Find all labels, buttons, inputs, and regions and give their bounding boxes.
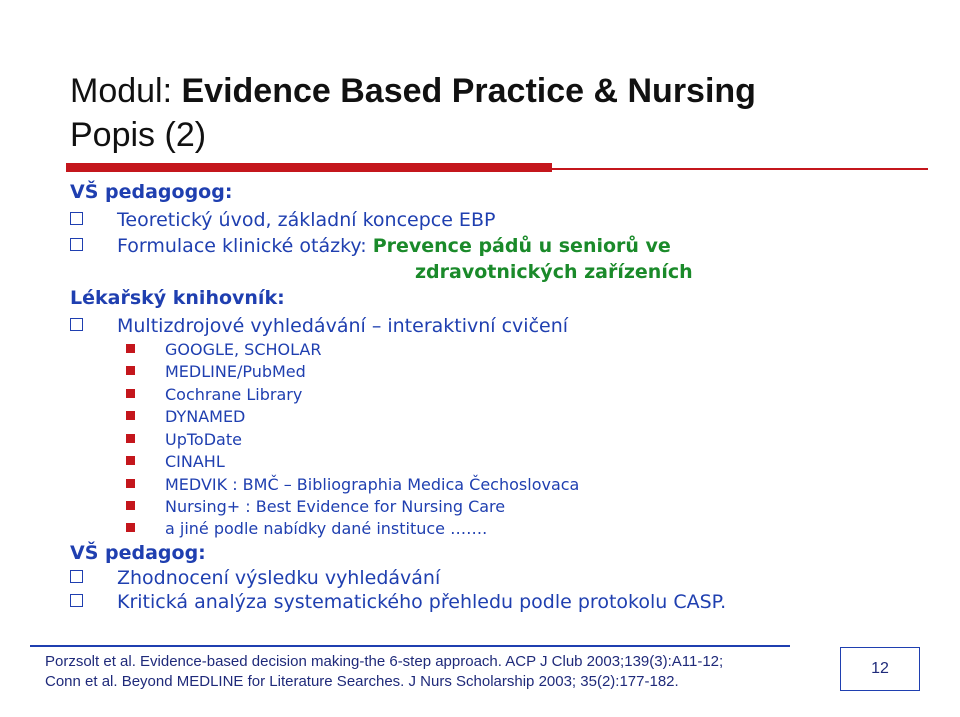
red-square-bullet-icon — [126, 434, 135, 443]
red-square-bullet-icon — [126, 366, 135, 375]
red-square-bullet-icon — [126, 344, 135, 353]
hollow-square-bullet-icon — [70, 570, 83, 583]
sub-list-item: Nursing+ : Best Evidence for Nursing Care — [126, 496, 505, 518]
section-heading-vs-pedagog: VŠ pedagog: — [70, 542, 206, 564]
list-item: Teoretický úvod, základní koncepce EBP — [70, 208, 495, 232]
title-divider-accent — [66, 163, 552, 172]
sub-list-item: MEDVIK : BMČ – Bibliographia Medica Čechoslovaca — [126, 474, 579, 496]
list-item: Formulace klinické otázky: Prevence pádů u seniorů ve — [70, 234, 671, 258]
red-square-bullet-icon — [126, 389, 135, 398]
slide-subtitle: Popis (2) — [70, 116, 207, 154]
list-item-continuation: zdravotnických zařízeních — [415, 261, 693, 283]
sub-list-item: DYNAMED — [126, 406, 245, 428]
list-item: Zhodnocení výsledku vyhledávání — [70, 566, 440, 590]
hollow-square-bullet-icon — [70, 238, 83, 251]
sub-list-item: UpToDate — [126, 429, 242, 451]
reference-line: Porzsolt et al. Evidence-based decision making-the 6-step approach. ACP J Club 2003;139(3):A11-12; — [45, 653, 724, 670]
red-square-bullet-icon — [126, 479, 135, 488]
sub-list-item: a jiné podle nabídky dané instituce ……. — [126, 518, 487, 540]
list-item: Kritická analýza systematického přehledu podle protokolu CASP. — [70, 590, 726, 614]
page-number: 12 — [840, 647, 920, 691]
sub-list-item: GOOGLE, SCHOLAR — [126, 339, 321, 361]
references-divider — [30, 645, 790, 647]
red-square-bullet-icon — [126, 501, 135, 510]
sub-list-item: MEDLINE/PubMed — [126, 361, 306, 383]
slide-title: Modul: Evidence Based Practice & Nursing — [70, 72, 756, 110]
hollow-square-bullet-icon — [70, 594, 83, 607]
hollow-square-bullet-icon — [70, 212, 83, 225]
sub-list-item: CINAHL — [126, 451, 225, 473]
red-square-bullet-icon — [126, 523, 135, 532]
reference-line: Conn et al. Beyond MEDLINE for Literature Searches. J Nurs Scholarship 2003; 35(2):177-182. — [45, 673, 679, 690]
sub-list-item: Cochrane Library — [126, 384, 302, 406]
section-heading-vs-pedagogog: VŠ pedagogog: — [70, 181, 233, 203]
hollow-square-bullet-icon — [70, 318, 83, 331]
list-item: Multizdrojové vyhledávání – interaktivní cvičení — [70, 314, 568, 338]
red-square-bullet-icon — [126, 411, 135, 420]
section-heading-lekarsky-knihovnik: Lékařský knihovník: — [70, 287, 285, 309]
red-square-bullet-icon — [126, 456, 135, 465]
